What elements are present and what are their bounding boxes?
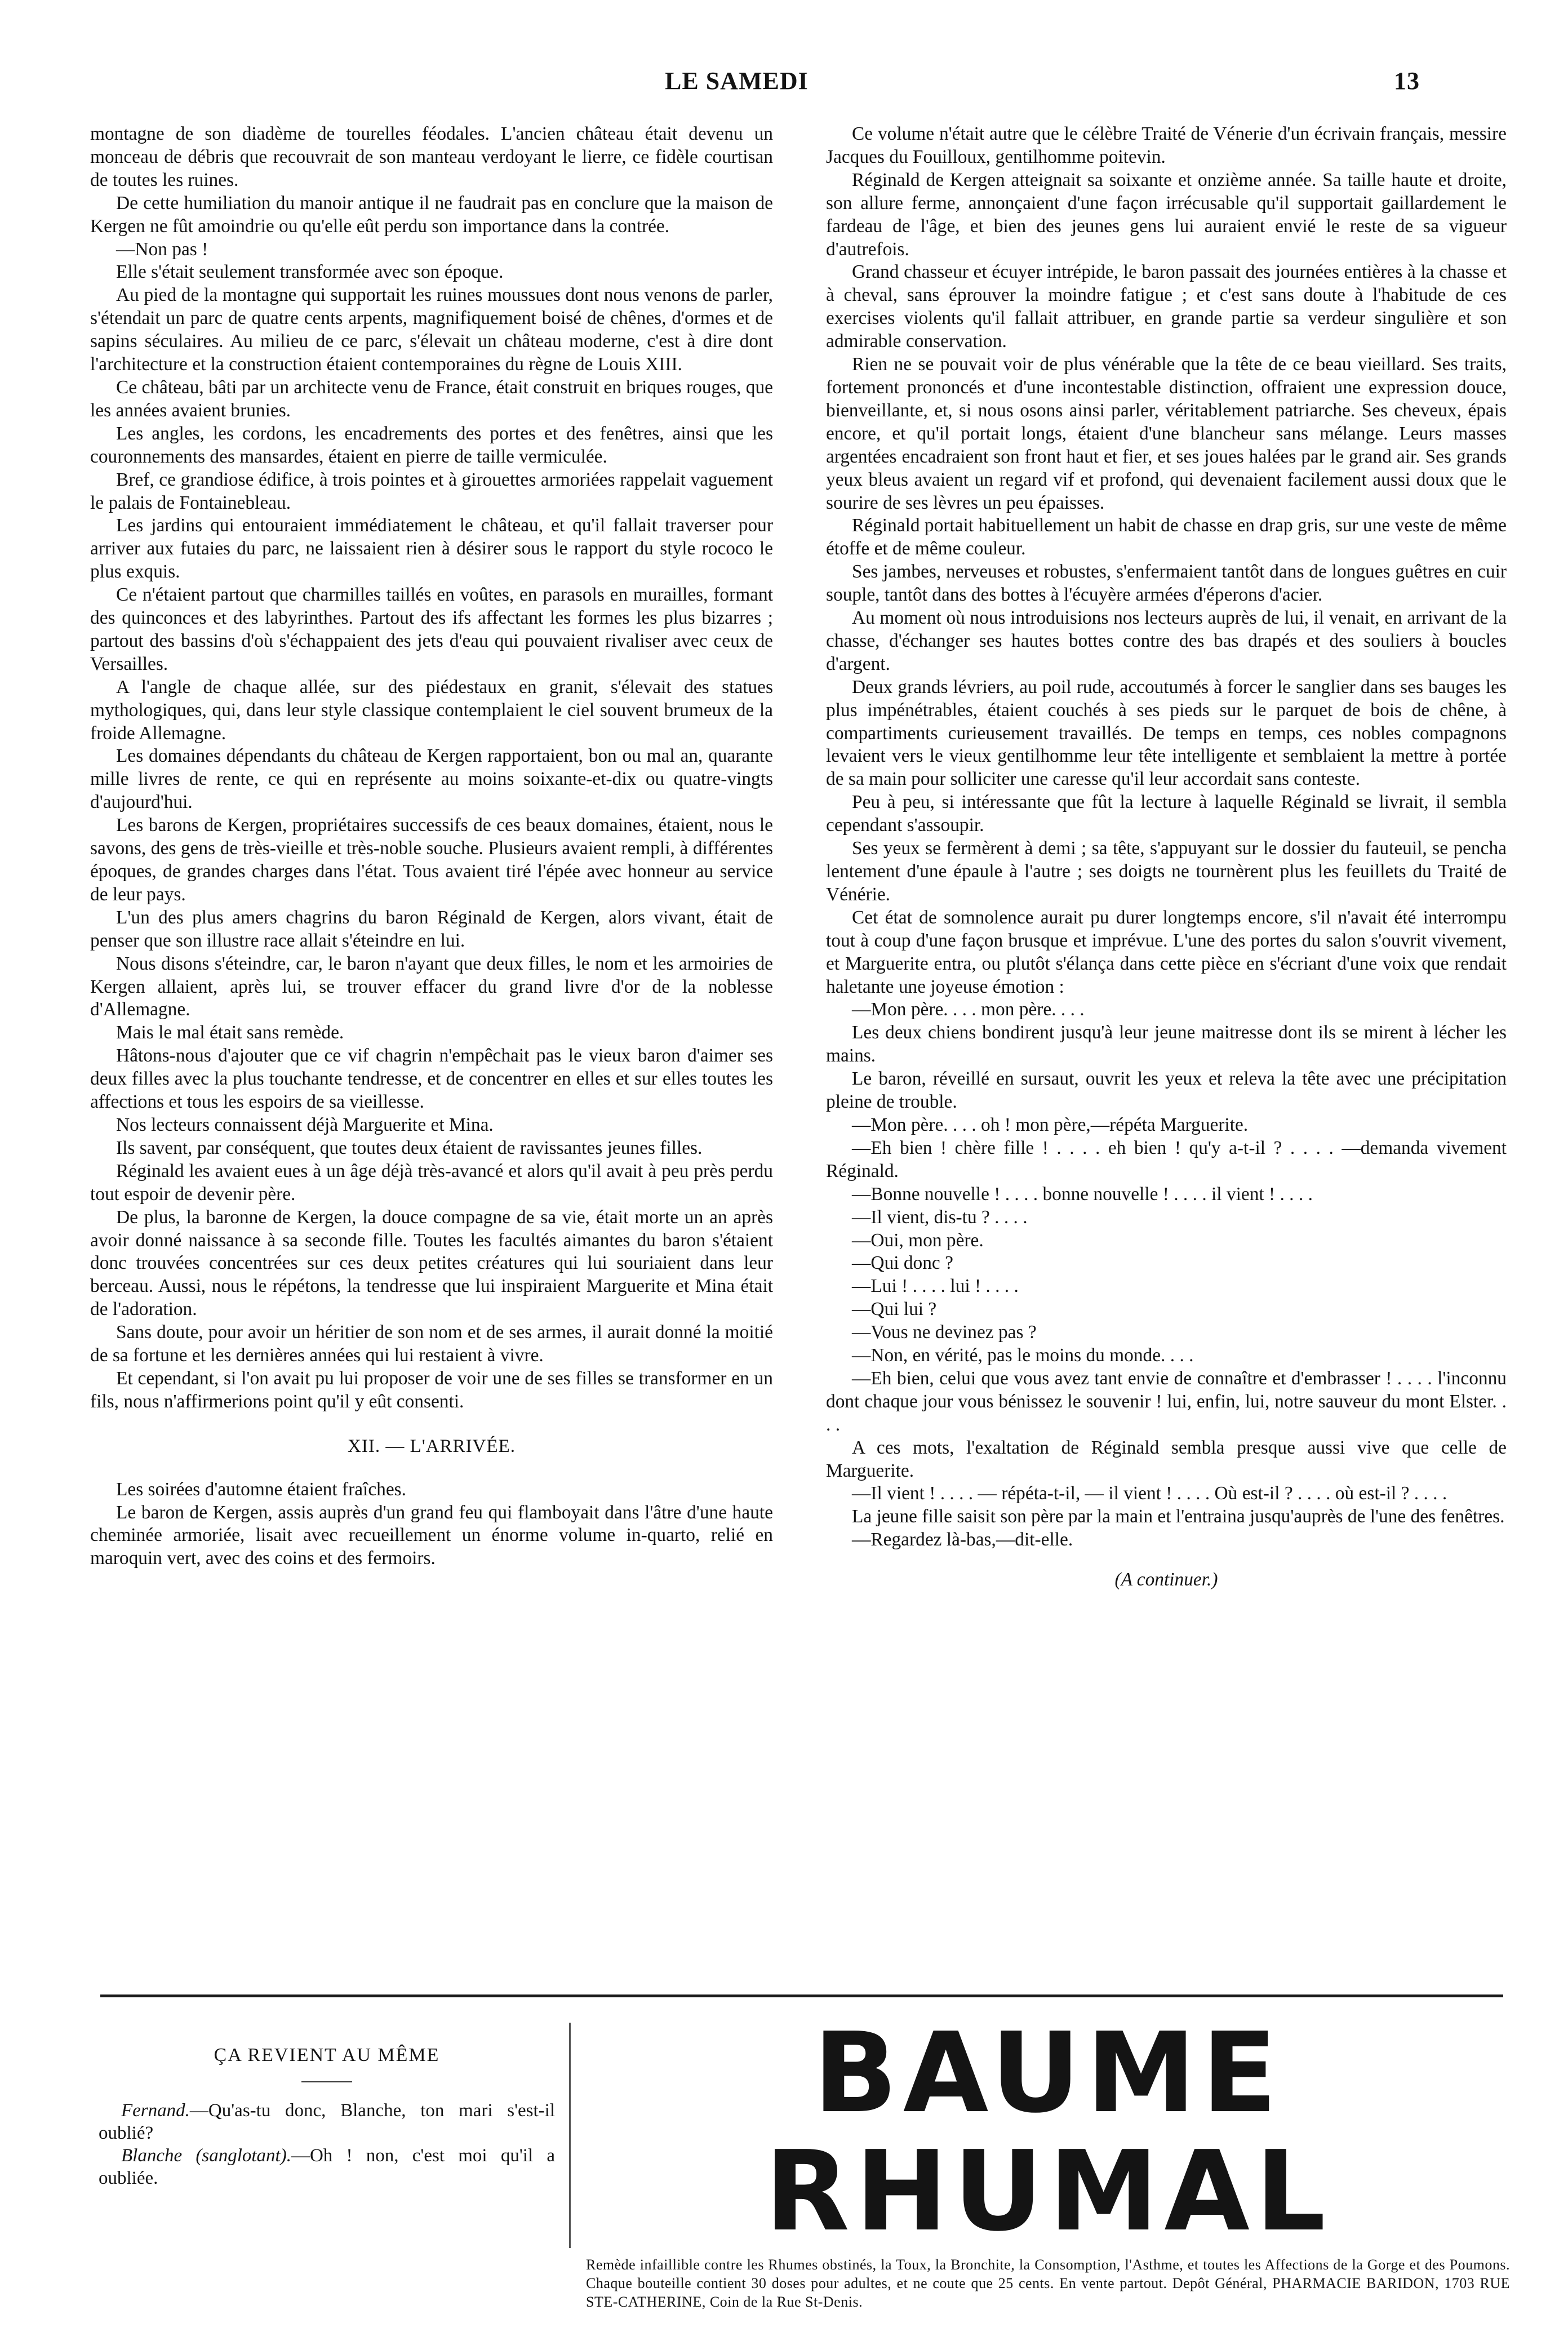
paragraph: Réginald les avaient eues à un âge déjà très-avancé et alors qu'il avait à peu près perdu tout espoir de devenir père.: [90, 1160, 773, 1205]
dialogue-line: —Regardez là-bas,—dit-elle.: [852, 1529, 1073, 1551]
right-column: [826, 123, 1507, 1592]
paragraph: Ce château, bâti par un architecte venu de France, était construit en briques rouges, que les années avaient brunies.: [90, 376, 773, 421]
paragraph: Mais le mal était sans remède.: [116, 1022, 344, 1043]
to-be-continued: (A continuer.): [1114, 1569, 1218, 1591]
paragraph: Les soirées d'automne étaient fraîches.: [116, 1478, 407, 1500]
paragraph: Bref, ce grandiose édifice, à trois pointes et à girouettes armoriées rappelait vaguement le palais de Fontainebleau.: [90, 469, 773, 513]
paragraph: —Non pas !: [116, 238, 208, 260]
ad-brand-name: BAUME RHUMAL: [765, 2009, 1331, 2256]
paragraph: Réginald de Kergen atteignait sa soixante et onzième année. Sa taille haute et droite, son allure ferme, annonçaient d'une façon irrécusable qu'il supportait gaillardement le fardeau de l'âge, et bien des jeunes gens lui auraient envié le reste de sa vigueur d'autrefois.: [826, 169, 1507, 260]
dialogue-line: —Eh bien, celui que vous avez tant envie de connaître et d'embrasser ! . . . . l'inconnu dont chaque jour vous bénissez le souvenir ! lui, enfin, lui, notre sauveur du mont Elster. . . .: [826, 1367, 1507, 1435]
paragraph: L'un des plus amers chagrins du baron Réginald de Kergen, alors vivant, était de penser que son illustre race allait s'éteindre en lui.: [90, 907, 773, 951]
paragraph: Ses yeux se fermèrent à demi ; sa tête, s'appuyant sur le dossier du fauteuil, se pencha lentement d'une épaule à l'autre ; ses doigts ne tournèrent plus les feuillets du Traité de Vénérie.: [826, 838, 1507, 905]
paragraph: Ce volume n'était autre que le célèbre Traité de Vénerie d'un écrivain français, messire Jacques du Fouilloux, gentilhomme poitevin.: [826, 123, 1507, 167]
paragraph: Cet état de somnolence aurait pu durer longtemps encore, s'il n'avait été interrompu tout à coup d'une façon brusque et imprévue. L'une des portes du salon s'ouvrit vivement, et Marguerite entra, ou plutôt s'élança dans cette pièce en s'écriant d'une voix que rendait haletante une joyeuse émotion :: [826, 907, 1507, 997]
dialogue-line: —Mon père. . . . oh ! mon père,—répéta Marguerite.: [852, 1114, 1249, 1135]
speaker-name: Blanche (sanglotant).: [121, 2145, 291, 2166]
dialogue-line: —Il vient ! . . . . — répéta-t-il, — il vient ! . . . . Où est-il ? . . . . où est-il ? . . . .: [852, 1483, 1447, 1504]
joke-line: [99, 2144, 555, 2189]
paragraph: Sans doute, pour avoir un héritier de son nom et de ses armes, il aurait donné la moitié de sa fortune et les dernières années qui lui restaient à vivre.: [90, 1322, 773, 1366]
dialogue-line: —Oui, mon père.: [852, 1229, 984, 1251]
dialogue-line: —Qui donc ?: [852, 1252, 953, 1274]
paragraph: Et cependant, si l'on avait pu lui proposer de voir une de ses filles se transformer en un fils, nous n'affirmerions point qu'il y eût consenti.: [90, 1367, 773, 1412]
advertisement: [586, 2009, 1510, 2311]
paragraph: Les deux chiens bondirent jusqu'à leur jeune maitresse dont ils se mirent à lécher les mains.: [826, 1022, 1507, 1067]
dialogue-line: —Non, en vérité, pas le moins du monde. . . .: [852, 1345, 1194, 1366]
joke-title: ÇA REVIENT AU MÊME: [214, 2045, 440, 2065]
vertical-divider: [569, 2023, 571, 2248]
paragraph: Hâtons-nous d'ajouter que ce vif chagrin n'empêchait pas le vieux baron d'aimer ses deux filles avec la plus touchante tendresse, et de concentrer en elles et sur elles toutes les affections et tous les espoirs de sa vieillesse.: [90, 1045, 773, 1113]
paragraph: La jeune fille saisit son père par la main et l'entraina jusqu'auprès de l'une des fenêtres.: [852, 1506, 1505, 1527]
paragraph: Nous disons s'éteindre, car, le baron n'ayant que deux filles, le nom et les armoiries de Kergen allaient, après lui, se trouver effacer du grand livre d'or de la noblesse d'Allemagne.: [90, 953, 773, 1020]
paragraph: Au moment où nous introduisions nos lecteurs auprès de lui, il venait, en arrivant de la chasse, d'échanger ses hautes bottes contre des bas drapés et des souliers à boucles d'argent.: [826, 607, 1507, 674]
joke-text: —Qu'as-tu donc, Blanche, ton mari s'est-il oublié?: [99, 2100, 555, 2143]
paragraph: Les angles, les cordons, les encadrements des portes et des fenêtres, ainsi que les couronnements des mansardes, étaient en pierre de taille vermiculée.: [90, 423, 773, 467]
paragraph: A ces mots, l'exaltation de Réginald sembla presque aussi vive que celle de Marguerite.: [826, 1437, 1507, 1481]
horizontal-rule: [100, 1994, 1503, 1997]
dialogue-line: —Bonne nouvelle ! . . . . bonne nouvelle ! . . . . il vient ! . . . .: [852, 1183, 1313, 1205]
ad-body-text: Remède infaillible contre les Rhumes obstinés, la Toux, la Bronchite, la Consomption, l'Asthme, et toutes les Affections de la Gorge et des Poumons. Chaque bouteille contient 30 doses pour adultes, et ne coute que 25 cents. En vente partout. Depôt Général, PHARMACIE BARIDON, 1703 RUE STE-CATHERINE, Coin de la Rue St-Denis.: [586, 2256, 1510, 2310]
paragraph: De plus, la baronne de Kergen, la douce compagne de sa vie, était morte un an après avoir donné naissance à sa seconde fille. Toutes les facultés aimantes du baron s'étaient donc trouvées concentrées sur ces deux petites créatures qui lui souriaient dans leur berceau. Aussi, nous le répétons, la tendresse que lui inspiraient Marguerite et Mina était de l'adoration.: [90, 1206, 773, 1320]
joke-line: [99, 2099, 555, 2144]
paragraph: Ses jambes, nerveuses et robustes, s'enfermaient tantôt dans de longues guêtres en cuir souple, tantôt dans des bottes à l'écuyère armées d'éperons d'acier.: [826, 561, 1507, 606]
dialogue-line: —Il vient, dis-tu ? . . . .: [852, 1206, 1028, 1228]
section-heading: XII. — L'ARRIVÉE.: [348, 1436, 516, 1456]
paragraph: Réginald portait habituellement un habit de chasse en drap gris, sur une veste de même étoffe et de même couleur.: [826, 515, 1507, 559]
dialogue-line: —Eh bien ! chère fille ! . . . . eh bien ! qu'y a-t-il ? . . . . —demanda vivement Réginald.: [826, 1137, 1507, 1181]
paragraph: Deux grands lévriers, au poil rude, accoutumés à forcer le sanglier dans ses bauges les plus impénétrables, étaient couchés à ses pieds sur le parquet de bois de chêne, à compartiments curieusement travaillés. De temps en temps, ces nobles compagnons levaient vers le vieux gentilhomme leur tête intelligente et semblaient la mettre à portée de sa main pour solliciter une caresse qu'il leur accordait sans conteste.: [826, 676, 1507, 790]
paragraph: Elle s'était seulement transformée avec son époque.: [116, 261, 504, 283]
left-column: [90, 123, 773, 1570]
dialogue-line: —Mon père. . . . mon père. . . .: [852, 999, 1085, 1020]
dialogue-line: —Vous ne devinez pas ?: [852, 1322, 1037, 1343]
paragraph: De cette humiliation du manoir antique il ne faudrait pas en conclure que la maison de Kergen ne fût amoindrie ou qu'elle eût perdu son importance dans la contrée.: [90, 192, 773, 237]
speaker-name: Fernand.: [121, 2100, 190, 2121]
paragraph: Grand chasseur et écuyer intrépide, le baron passait des journées entières à la chasse et à cheval, sans éprouver la moindre fatigue ; et c'est sans doute à l'habitude de ces exercises violents qu'il fallait attribuer, en grande partie sa verdeur singulière et son admirable conservation.: [826, 261, 1507, 352]
paragraph: montagne de son diadème de tourelles féodales. L'ancien château était devenu un monceau de débris que recouvrait de son manteau verdoyant le lierre, ce fidèle courtisan de toutes les ruines.: [90, 123, 773, 190]
paragraph: Ce n'étaient partout que charmilles taillés en voûtes, en parasols en murailles, formant des quinconces et des labyrinthes. Partout des ifs affectant les formes les plus bizarres ; partout des bassins d'où s'échappaient des jets d'eau qui pouvaient rivaliser avec ceux de Versailles.: [90, 584, 773, 674]
paragraph: Nos lecteurs connaissent déjà Marguerite et Mina.: [116, 1114, 494, 1135]
joke-text: —Oh ! non, c'est moi qu'il a oubliée.: [99, 2145, 556, 2188]
joke-divider: [301, 2081, 352, 2082]
paragraph: A l'angle de chaque allée, sur des piédestaux en granit, s'élevait des statues mythologiques, qui, dans leur style classique contemplaient le ciel souvent brumeux de la froide Allemagne.: [90, 676, 773, 744]
paragraph: Le baron de Kergen, assis auprès d'un grand feu qui flamboyait dans l'âtre d'une haute cheminée armoriée, lisait avec recueillement un énorme volume in-quarto, relié en maroquin vert, avec des coins et des fermoirs.: [90, 1502, 773, 1569]
dialogue-line: —Qui lui ?: [852, 1299, 937, 1320]
paragraph: Rien ne se pouvait voir de plus vénérable que la tête de ce beau vieillard. Ses traits, fortement prononcés et d'une incontestable distinction, offraient une expression douce, bienveillante, et, si nous osons ainsi parler, véritablement patriarche. Ses cheveux, épais encore, et qu'il portait longs, étaient d'une blancheur sans mélange. Leurs masses argentées encadraient son front haut et fier, et ses joues halées par le grand air. Ses grands yeux bleus avaient un regard vif et profond, qui devenaient facilement aussi doux que le sourire de ses lèvres un peu épaisses.: [826, 354, 1507, 513]
paragraph: Au pied de la montagne qui supportait les ruines moussues dont nous venons de parler, s'étendait un parc de quatre cents arpents, magnifiquement boisé de chênes, d'ormes et de sapins séculaires. Au milieu de ce parc, s'élevait un château moderne, c'est à dire dont l'architecture et la construction étaient contemporaines du règne de Louis XIII.: [90, 285, 773, 375]
paragraph: Les jardins qui entouraient immédiatement le château, et qu'il fallait traverser pour arriver aux futaies du parc, ne laissaient rien à désirer sous le rapport du style rococo le plus exquis.: [90, 515, 773, 583]
paragraph: Les barons de Kergen, propriétaires successifs de ces beaux domaines, étaient, nous le savons, des gens de très-vieille et très-noble souche. Plusieurs avaient rempli, à différentes époques, de grandes charges dans l'état. Tous avaient tiré l'épée avec honneur au service de leur pays.: [90, 815, 773, 905]
dialogue-line: —Lui ! . . . . lui ! . . . .: [852, 1276, 1019, 1297]
joke-box: [99, 2044, 555, 2189]
paragraph: Peu à peu, si intéressante que fût la lecture à laquelle Réginald se livrait, il sembla cependant s'assoupir.: [826, 792, 1507, 836]
page-number: 13: [1394, 67, 1420, 95]
paragraph: Ils savent, par conséquent, que toutes deux étaient de ravissantes jeunes filles.: [116, 1137, 703, 1158]
paragraph: Le baron, réveillé en sursaut, ouvrit les yeux et releva la tête avec une précipitation pleine de trouble.: [826, 1068, 1507, 1113]
paragraph: Les domaines dépendants du château de Kergen rapportaient, bon ou mal an, quarante mille livres de rente, ce qui en représente au moins soixante-et-dix ou quatre-vingts d'aujourd'hui.: [90, 745, 773, 813]
publication-title: LE SAMEDI: [665, 67, 809, 95]
